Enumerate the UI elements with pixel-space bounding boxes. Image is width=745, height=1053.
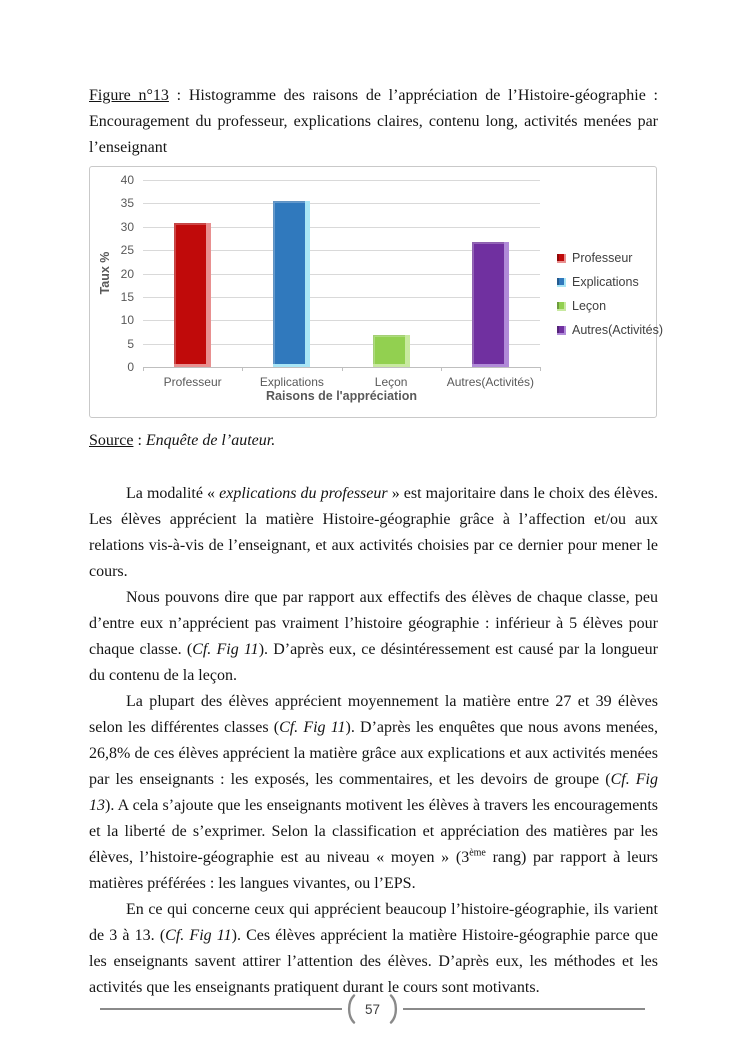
- figure-caption: [89, 83, 658, 161]
- text-segment: Cf. Fig 13: [89, 771, 658, 814]
- page-number: 57: [364, 1001, 381, 1017]
- legend-label: Explications: [572, 275, 639, 289]
- x-category-label: Autres(Activités): [446, 375, 535, 389]
- chart-legend: [557, 251, 663, 337]
- text-segment: Enquête de l’auteur.: [145, 432, 276, 449]
- x-category-label: Professeur: [163, 375, 222, 389]
- x-axis-title: Raisons de l'appréciation: [266, 389, 417, 403]
- x-axis-tick: [143, 367, 144, 371]
- legend-swatch-icon: [557, 326, 566, 335]
- text-segment: ème: [469, 847, 486, 859]
- legend-label: Autres(Activités): [572, 323, 663, 337]
- chart-bar: [373, 335, 410, 367]
- legend-item: [557, 299, 663, 313]
- y-gridline: [143, 180, 540, 181]
- y-tick-label: 35: [120, 196, 134, 211]
- x-axis-tick: [441, 367, 442, 371]
- legend-swatch-icon: [557, 278, 566, 287]
- text-segment: Source: [89, 432, 134, 449]
- legend-label: Leçon: [572, 299, 607, 313]
- y-tick-label: 20: [120, 266, 134, 281]
- y-axis-title: Taux %: [98, 251, 112, 295]
- body-paragraph: [89, 585, 658, 689]
- chart-frame: [89, 166, 663, 418]
- text-segment: Nous pouvons dire que par rapport aux effectifs des élèves de chaque classe, peu d’entre eux n’apprécient pas vraiment l’histoire géographie : inférieur à 5 élèves pour chaque classe. (: [89, 589, 658, 658]
- x-category-label: Leçon: [374, 375, 408, 389]
- y-tick-label: 5: [127, 336, 134, 351]
- x-axis-tick: [342, 367, 343, 371]
- text-segment: ). D’après eux, ce désintéressement est causé par la longueur du contenu de la leçon.: [89, 641, 658, 684]
- y-tick-label: 25: [120, 243, 134, 258]
- text-segment: Cf. Fig 11: [279, 719, 346, 736]
- page-footer: [100, 994, 645, 1024]
- text-segment: Cf. Fig 11: [165, 927, 232, 944]
- chart-bar: [174, 223, 211, 367]
- text-segment: ). Ces élèves apprécient la matière Histoire-géographie parce que les enseignants savent attirer l’attention des élèves. D’après eux, les méthodes et les activités que les enseignants pratiquent durant le cours sont motivants.: [89, 927, 658, 996]
- source-line: [89, 428, 658, 454]
- text-segment: ). A cela s’ajoute que les enseignants motivent les élèves à travers les encouragements et la liberté de s’exprimer. Selon la classification et appréciation des matières par les élèves, l’histoire-géographie est au niveau « moyen » (3: [89, 797, 658, 866]
- text-segment: La modalité «: [126, 485, 220, 502]
- legend-item: [557, 323, 663, 337]
- text-segment: : Histogramme des raisons de l’appréciation de l’Histoire-géographie : Encouragement du professeur, explications claires, contenu long, activités menées par l’enseignant: [89, 87, 659, 156]
- legend-swatch-icon: [557, 302, 566, 311]
- x-axis-tick: [242, 367, 243, 371]
- text-segment: » est majoritaire dans le choix des élèves. Les élèves apprécient la matière Histoire-géographie grâce à l’affection et/ou aux relations vis-à-vis de l’enseignant, et aux activités choisies par ce dernier pour mener le cours.: [89, 485, 659, 580]
- legend-item: [557, 251, 663, 265]
- y-tick-label: 40: [120, 173, 134, 187]
- text-segment: :: [133, 432, 146, 449]
- body-paragraph: [89, 689, 658, 897]
- y-tick-label: 15: [120, 289, 134, 304]
- footer-rule-right: [403, 1008, 645, 1010]
- footer-rule-left: [100, 1008, 342, 1010]
- x-category-label: Explications: [259, 375, 324, 389]
- text-segment: Figure n°13: [89, 87, 169, 104]
- body-paragraph: [89, 897, 658, 1001]
- y-tick-label: 30: [120, 219, 134, 234]
- x-axis-tick: [540, 367, 541, 371]
- text-segment: Cf. Fig 11: [192, 641, 259, 658]
- text-segment: rang) par rapport à leurs matières préférées : les langues vivantes, ou l’EPS.: [89, 849, 659, 892]
- legend-swatch-icon: [557, 254, 566, 263]
- chart-bar: [472, 242, 509, 367]
- text-segment: En ce qui concerne ceux qui apprécient beaucoup l’histoire-géographie, ils varient de 3 à 13. (: [89, 901, 658, 944]
- body-paragraph: [89, 481, 658, 585]
- chart-plot: [90, 167, 663, 417]
- text-segment: ). D’après les enquêtes que nous avons menées, 26,8% de ces élèves apprécient la matière grâce aux explications et aux activités menées par les enseignants : les exposés, les commentaires, et les devoirs de groupe (: [89, 719, 658, 788]
- left-bracket-icon: [344, 994, 356, 1024]
- body-text: [89, 481, 658, 1001]
- y-gridline: [143, 203, 540, 204]
- y-tick-label: 0: [127, 360, 134, 374]
- right-bracket-icon: [389, 994, 401, 1024]
- text-segment: explications du professeur: [219, 485, 388, 502]
- y-tick-label: 10: [120, 313, 134, 328]
- legend-label: Professeur: [572, 251, 633, 265]
- legend-item: [557, 275, 663, 289]
- text-segment: La plupart des élèves apprécient moyennement la matière entre 27 et 39 élèves selon les différentes classes (: [89, 693, 658, 736]
- chart-bar: [273, 201, 310, 367]
